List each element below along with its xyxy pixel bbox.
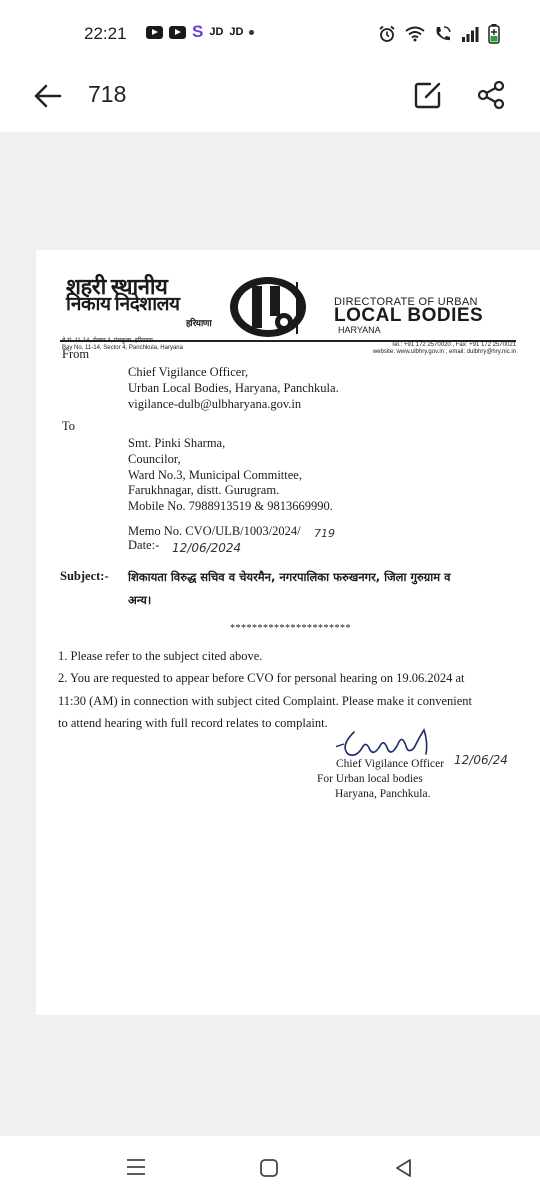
address-hindi: बे सं. 11-14, सेक्टर 4, पंचकूला, हरियाणा — [62, 338, 153, 344]
alarm-icon — [378, 25, 396, 43]
signal-icon — [461, 26, 479, 42]
to-line: Councilor, — [128, 452, 181, 466]
signatory-line: Chief Vigilance Officer — [336, 758, 445, 770]
subject-line: शिकायता विरुद्ध सचिव व चेयरमैन, नगरपालिका फरुखनगर, जिला गुरुग्राम व — [128, 570, 451, 584]
letterhead-hindi-line3: हरियाणा — [186, 318, 212, 328]
letterhead-english-line3: HARYANA — [338, 325, 381, 335]
from-line: vigilance-dulb@ulbharyana.gov.in — [128, 397, 302, 411]
memo-handwritten: 719 — [314, 527, 335, 540]
status-bar — [0, 0, 540, 70]
paragraph-1: 1. Please refer to the subject cited above. — [58, 649, 263, 663]
system-nav-bar — [0, 1136, 540, 1200]
to-line: Mobile No. 7988913519 & 9813669990. — [128, 499, 333, 513]
separator-stars: ********************** — [230, 623, 351, 634]
signatory-line: Haryana, Panchkula. — [335, 788, 431, 800]
letterhead-hindi-line2: निकाय निदेशालय — [66, 294, 180, 315]
letterhead-hindi — [66, 274, 212, 332]
document-image[interactable] — [36, 250, 540, 1015]
date-label: Date:- — [128, 538, 160, 552]
jd-app-icon: JD — [209, 26, 224, 38]
signatory-line: For Urban local bodies — [317, 773, 423, 785]
subject-label: Subject:- — [60, 569, 109, 583]
address-english: Bay No. 11-14, Sector 4, Panchkula, Haryana — [62, 345, 183, 351]
subject-line: अन्य। — [128, 593, 152, 607]
letterhead-contact — [316, 342, 516, 356]
recents-icon[interactable] — [126, 1158, 146, 1176]
from-label: From — [62, 347, 90, 361]
paragraph-2-line: 2. You are requested to appear before CVO for personal hearing on 19.06.2024 at — [58, 671, 465, 685]
wifi-call-icon — [434, 25, 452, 43]
battery-icon — [488, 24, 500, 44]
to-line: Farukhnagar, distt. Gurugram. — [128, 483, 280, 497]
s-app-icon: S — [192, 22, 204, 41]
signature-date: 12/06/24 — [454, 753, 508, 767]
app-bar — [0, 70, 540, 132]
dulb-logo-icon — [226, 274, 322, 340]
notification-icons — [146, 22, 254, 41]
page-title: 718 — [88, 81, 127, 107]
share-icon[interactable] — [476, 80, 506, 110]
paragraph-2-line: to attend hearing with full record relates to complaint. — [58, 716, 328, 730]
system-icons — [378, 24, 500, 44]
dot-icon — [249, 30, 254, 35]
to-line: Smt. Pinki Sharma, — [128, 436, 226, 450]
back-arrow-icon[interactable] — [32, 82, 64, 110]
wifi-icon — [405, 26, 425, 42]
letterhead-english-line2: LOCAL BODIES — [334, 305, 484, 326]
back-triangle-icon[interactable] — [393, 1157, 413, 1179]
from-line: Chief Vigilance Officer, — [128, 365, 249, 379]
home-icon[interactable] — [259, 1158, 279, 1178]
paragraph-2-line: 11:30 (AM) in connection with subject cited Complaint. Please make it convenient — [58, 694, 473, 708]
phone-fax: Tel.: +91 172 2570020 , Fax: +91 172 2570021 — [391, 342, 516, 348]
to-label: To — [62, 419, 76, 433]
jd-app-icon: JD — [229, 26, 244, 38]
date-handwritten: 12/06/2024 — [172, 541, 242, 555]
memo-number: Memo No. CVO/ULB/1003/2024/ — [128, 524, 301, 538]
letterhead-hindi-line1: शहरी स्थानीय — [66, 274, 168, 299]
from-line: Urban Local Bodies, Haryana, Panchkula. — [128, 381, 339, 395]
letterhead-english — [334, 295, 483, 337]
web-email: website: www.ulbhry.gov.in ; email: dulbhry@hry.nic.in — [372, 349, 516, 355]
youtube-icon — [169, 26, 186, 39]
edit-icon[interactable] — [413, 80, 443, 110]
youtube-icon — [146, 26, 163, 39]
to-line: Ward No.3, Municipal Committee, — [128, 468, 302, 482]
letterhead-english-line1: DIRECTORATE OF URBAN — [334, 296, 478, 308]
status-time: 22:21 — [84, 24, 127, 43]
